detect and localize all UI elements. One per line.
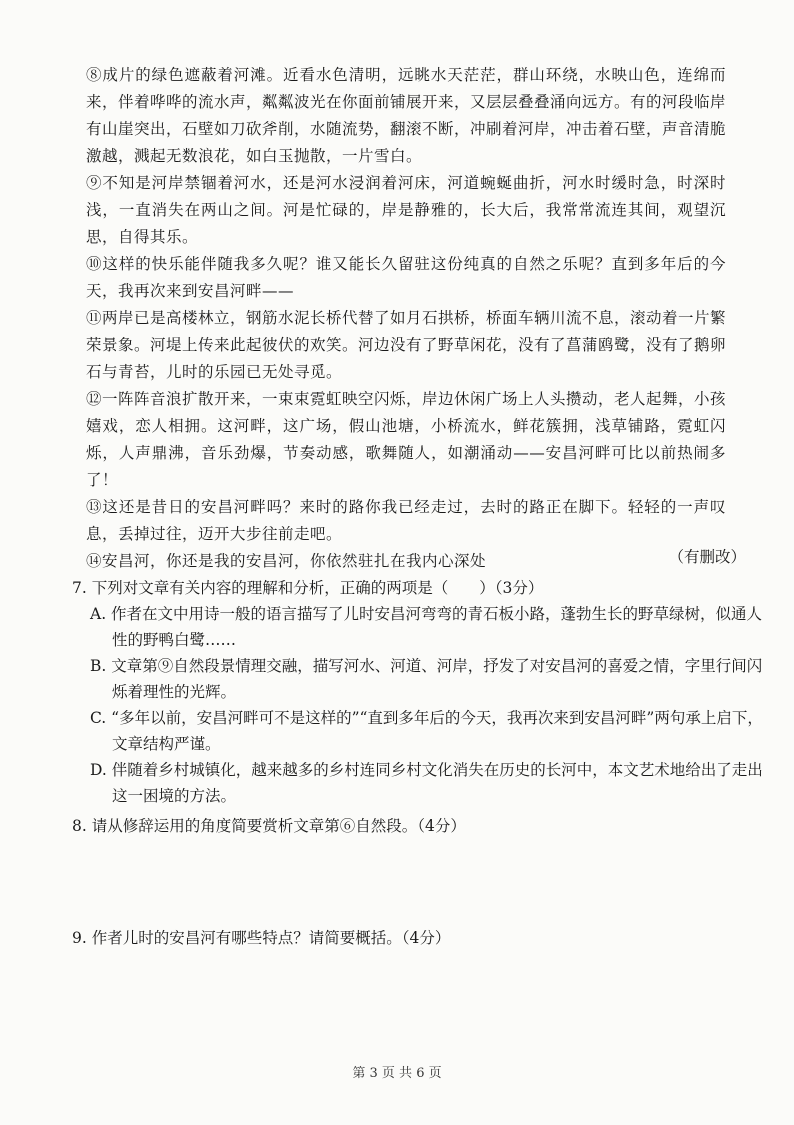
question-7-option-a: A. 作者在文中用诗一般的语言描写了儿时安昌河弯弯的青石板小路，蓬勃生长的野草绿树，似通人性的野鸭白鹭…… <box>90 605 763 649</box>
page-footer: 第 3 页 共 6 页 <box>352 1066 442 1081</box>
paragraph-11: ⑪两岸已是高楼林立，钢筋水泥长桥代替了如月石拱桥，桥面车辆川流不息，滚动着一片繁荣景象。河堤上传来此起彼伏的欢笑。河边没有了野草闲花，没有了菖蒲鸥鹭，没有了鹅卵石与青苔，儿时的乐园已无处寻觅。 <box>86 309 727 381</box>
paragraph-9: ⑨不知是河岸禁锢着河水，还是河水浸润着河床，河道蜿蜒曲折，河水时缓时急，时深时浅，一直消失在两山之间。河是忙碌的，岸是静雅的，长大后，我常常流连其间，观望沉思，自得其乐。 <box>86 174 726 246</box>
paragraph-13: ⑬这还是昔日的安昌河畔吗？来时的路你我已经走过，去时的路正在脚下。轻轻的一声叹息，丢掉过往，迈开大步往前走吧。 <box>86 498 726 543</box>
question-8: 8. 请从修辞运用的角度简要赏析文章第⑥自然段。（4分） <box>72 817 466 835</box>
question-7-option-d: D. 伴随着乡村城镇化，越来越多的乡村连同乡村文化消失在历史的长河中，本文艺术地给出了走出这一困境的方法。 <box>90 761 763 805</box>
paragraph-14: ⑭安昌河，你还是我的安昌河，你依然驻扎在我内心深处 <box>86 552 487 570</box>
questions-section <box>72 575 766 839</box>
question-7-stem: 7. 下列对文章有关内容的理解和分析，正确的两项是（ ）（3分） <box>72 579 544 597</box>
paragraph-10: ⑩这样的快乐能伴随我多久呢？谁又能长久留驻这份纯真的自然之乐呢？直到多年后的今天，我再次来到安昌河畔—— <box>86 255 726 300</box>
paragraph-8: ⑧成片的绿色遮蔽着河滩。近看水色清明，远眺水天茫茫，群山环绕，水映山色，连绵而来，伴着哗哗的流水声，粼粼波光在你面前铺展开来，又层层叠叠涌向远方。有的河段临岸有山崖突出，石壁如刀砍斧削，水随流势，翻滚不断，冲刷着河岸，冲击着石壁，声音清脆激越，溅起无数浪花，如白玉抛散，一片雪白。 <box>86 66 727 165</box>
paragraph-12: ⑫一阵阵音浪扩散开来，一束束霓虹映空闪烁，岸边休闲广场上人头攒动，老人起舞，小孩嬉戏，恋人相拥。这河畔，这广场，假山池塘，小桥流水，鲜花簇拥，浅草铺路，霓虹闪烁，人声鼎沸，音乐劲爆，节奏动感，歌舞随人，如潮涌动——安昌河畔可比以前热闹多了！ <box>86 390 727 489</box>
question-9: 9. 作者儿时的安昌河有哪些特点？请简要概括。（4分） <box>72 929 451 947</box>
question-7-option-c: C. “多年以前，安昌河畔可不是这样的”“直到多年后的今天，我再次来到安昌河畔”两句承上启下，文章结构严谨。 <box>90 709 763 753</box>
source-note: （有删改） <box>668 548 746 566</box>
question-7-option-b: B. 文章第⑨自然段景情理交融，描写河水、河道、河岸，抒发了对安昌河的喜爱之情，字里行间闪烁着理性的光辉。 <box>90 657 763 701</box>
reading-passage <box>86 62 726 575</box>
